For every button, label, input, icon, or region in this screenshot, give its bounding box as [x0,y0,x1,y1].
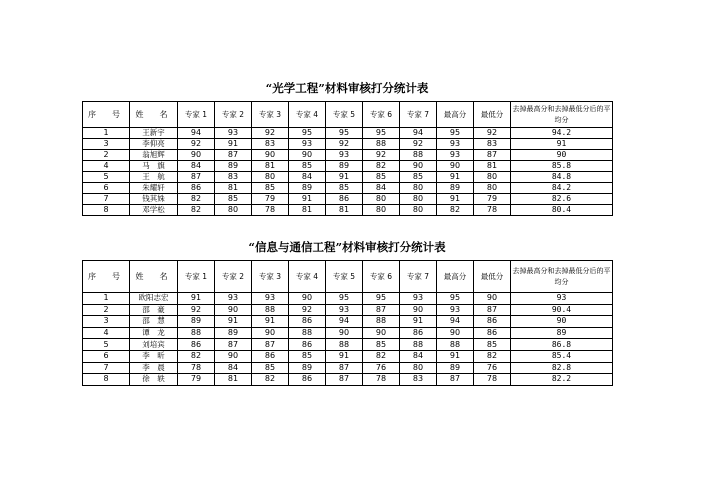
score-cell: 86 [326,194,363,205]
score-cell: 85 [289,350,326,362]
score-cell: 86 [178,183,215,194]
score-cell: 93 [252,293,289,305]
score-cell: 92 [252,128,289,139]
score-cell: 90 [474,293,511,305]
score-cell: 87 [178,172,215,183]
score-cell: 91 [178,293,215,305]
score-cell: 85 [215,194,252,205]
score-cell: 87 [474,150,511,161]
score-cell: 95 [363,293,400,305]
score-cell: 89 [326,161,363,172]
expert1-header: 专家 1 [178,261,215,293]
score-cell: 92 [363,150,400,161]
name-cell: 刘培宾 [130,339,178,351]
table-body [83,128,613,216]
table-row [83,362,613,374]
name-cell: 马 旗 [130,161,178,172]
expert7-header: 专家 7 [400,102,437,128]
score-cell: 94 [178,128,215,139]
expert6-header: 专家 6 [363,261,400,293]
seq-cell: 1 [83,128,130,139]
name-cell: 邵 慧 [130,316,178,328]
score-cell: 89 [289,183,326,194]
score-cell: 86 [178,339,215,351]
score-cell: 80 [474,172,511,183]
score-cell: 79 [252,194,289,205]
score-cell: 92 [474,128,511,139]
score-cell: 78 [474,374,511,386]
average-cell: 93 [511,293,613,305]
score-cell: 85 [326,183,363,194]
score-cell: 88 [400,339,437,351]
table-row [83,374,613,386]
score-cell: 86 [289,339,326,351]
seq-cell: 1 [83,293,130,305]
score-cell: 89 [178,316,215,328]
expert4-header: 专家 4 [289,102,326,128]
score-cell: 85 [252,362,289,374]
name-header: 姓 名 [130,102,178,128]
score-cell: 87 [437,374,474,386]
score-cell: 93 [215,293,252,305]
score-cell: 85 [363,172,400,183]
seq-cell: 4 [83,161,130,172]
score-cell: 91 [326,172,363,183]
name-cell: 朱耀轩 [130,183,178,194]
expert5-header: 专家 5 [326,261,363,293]
score-cell: 80 [400,194,437,205]
score-cell: 78 [363,374,400,386]
score-cell: 86 [474,316,511,328]
score-cell: 80 [215,205,252,216]
score-cell: 87 [215,150,252,161]
score-cell: 88 [252,304,289,316]
score-cell: 90 [215,304,252,316]
score-cell: 84 [215,362,252,374]
average-cell: 90.4 [511,304,613,316]
score-cell: 93 [326,304,363,316]
score-cell: 82 [178,194,215,205]
seq-cell: 2 [83,150,130,161]
expert7-header: 专家 7 [400,261,437,293]
score-cell: 95 [437,128,474,139]
score-cell: 95 [326,293,363,305]
score-cell: 86 [474,327,511,339]
score-cell: 76 [363,362,400,374]
seq-cell: 3 [83,139,130,150]
name-cell: 邓学松 [130,205,178,216]
score-cell: 80 [363,205,400,216]
average-cell: 80.4 [511,205,613,216]
table-row [83,128,613,139]
score-cell: 82 [363,350,400,362]
score-cell: 82 [363,161,400,172]
table-row [83,339,613,351]
average-cell: 82.8 [511,362,613,374]
score-cell: 82 [178,350,215,362]
name-cell: 翁旭辉 [130,150,178,161]
score-cell: 95 [363,128,400,139]
score-cell: 80 [252,172,289,183]
name-cell: 李仰亮 [130,139,178,150]
score-cell: 95 [326,128,363,139]
score-cell: 90 [437,161,474,172]
score-cell: 81 [289,205,326,216]
name-cell: 王 航 [130,172,178,183]
average-cell: 84.8 [511,172,613,183]
seq-header: 序 号 [83,261,130,293]
score-cell: 86 [400,327,437,339]
score-cell: 78 [178,362,215,374]
name-cell: 徐 轶 [130,374,178,386]
score-cell: 89 [437,183,474,194]
seq-cell: 8 [83,205,130,216]
score-cell: 90 [252,150,289,161]
score-cell: 85 [363,339,400,351]
score-cell: 91 [215,139,252,150]
score-cell: 94 [326,316,363,328]
name-cell: 李 晨 [130,362,178,374]
score-cell: 85 [289,161,326,172]
average-cell: 82.6 [511,194,613,205]
expert3-header: 专家 3 [252,102,289,128]
score-cell: 90 [252,327,289,339]
score-cell: 93 [326,150,363,161]
average-cell: 82.2 [511,374,613,386]
score-cell: 91 [326,350,363,362]
expert2-header: 专家 2 [215,102,252,128]
max-score-header: 最高分 [437,102,474,128]
name-cell: 欧阳志宏 [130,293,178,305]
score-cell: 87 [326,374,363,386]
score-cell: 88 [363,139,400,150]
score-cell: 90 [215,350,252,362]
score-cell: 90 [289,150,326,161]
expert6-header: 专家 6 [363,102,400,128]
min-score-header: 最低分 [474,261,511,293]
table-row [83,327,613,339]
score-cell: 84 [289,172,326,183]
average-cell: 90 [511,150,613,161]
table-row [83,183,613,194]
table-row [83,172,613,183]
seq-header: 序 号 [83,102,130,128]
score-cell: 90 [400,161,437,172]
score-cell: 91 [252,316,289,328]
table-row [83,161,613,172]
score-cell: 93 [289,139,326,150]
score-cell: 87 [474,304,511,316]
score-cell: 88 [400,150,437,161]
table-row [83,205,613,216]
average-cell: 84.2 [511,183,613,194]
score-cell: 94 [400,128,437,139]
score-cell: 88 [289,327,326,339]
seq-cell: 6 [83,350,130,362]
seq-cell: 2 [83,304,130,316]
score-cell: 82 [474,350,511,362]
average-cell: 85.8 [511,161,613,172]
score-cell: 85 [252,183,289,194]
score-cell: 86 [252,350,289,362]
table-header-row [83,102,613,128]
score-cell: 91 [437,172,474,183]
score-cell: 92 [178,139,215,150]
score-cell: 81 [215,374,252,386]
score-cell: 81 [474,161,511,172]
score-cell: 87 [326,362,363,374]
expert1-header: 专家 1 [178,102,215,128]
score-cell: 80 [363,194,400,205]
average-cell: 91 [511,139,613,150]
score-cell: 95 [437,293,474,305]
average-cell: 85.4 [511,350,613,362]
table-row [83,139,613,150]
name-cell: 邵 豪 [130,304,178,316]
score-cell: 90 [437,327,474,339]
score-cell: 83 [474,139,511,150]
score-cell: 83 [252,139,289,150]
score-cell: 78 [252,205,289,216]
score-cell: 89 [437,362,474,374]
table-body [83,293,613,386]
score-cell: 88 [437,339,474,351]
score-cell: 92 [326,139,363,150]
seq-cell: 5 [83,339,130,351]
score-cell: 90 [289,293,326,305]
table-row [83,293,613,305]
score-cell: 87 [252,339,289,351]
score-cell: 82 [178,205,215,216]
average-cell: 94.2 [511,128,613,139]
score-cell: 93 [215,128,252,139]
score-cell: 82 [437,205,474,216]
table1-title: “光学工程”材料审核打分统计表 [265,81,429,95]
score-cell: 84 [363,183,400,194]
score-cell: 79 [474,194,511,205]
seq-cell: 5 [83,172,130,183]
score-cell: 90 [178,150,215,161]
score-cell: 93 [437,150,474,161]
score-cell: 81 [326,205,363,216]
expert5-header: 专家 5 [326,102,363,128]
score-cell: 93 [437,139,474,150]
expert4-header: 专家 4 [289,261,326,293]
seq-cell: 7 [83,362,130,374]
score-cell: 90 [363,327,400,339]
score-cell: 80 [474,183,511,194]
score-cell: 89 [215,327,252,339]
score-cell: 95 [289,128,326,139]
seq-cell: 7 [83,194,130,205]
average-cell: 90 [511,316,613,328]
seq-cell: 6 [83,183,130,194]
max-score-header: 最高分 [437,261,474,293]
score-cell: 94 [437,316,474,328]
score-cell: 91 [289,194,326,205]
score-cell: 78 [474,205,511,216]
score-cell: 76 [474,362,511,374]
score-cell: 93 [437,304,474,316]
score-cell: 90 [400,304,437,316]
average-cell: 89 [511,327,613,339]
score-cell: 86 [289,374,326,386]
score-cell: 86 [289,316,326,328]
table-row [83,350,613,362]
name-cell: 谭 龙 [130,327,178,339]
score-cell: 80 [400,362,437,374]
score-cell: 91 [437,194,474,205]
score-cell: 90 [326,327,363,339]
score-cell: 79 [178,374,215,386]
score-cell: 92 [178,304,215,316]
name-cell: 钱其姝 [130,194,178,205]
score-cell: 93 [400,293,437,305]
score-cell: 85 [400,172,437,183]
score-cell: 88 [178,327,215,339]
score-cell: 92 [400,139,437,150]
score-cell: 92 [289,304,326,316]
table-row [83,150,613,161]
score-cell: 81 [252,161,289,172]
trimmed-average-header: 去掉最高分和去掉最低分后的平均分 [511,261,613,293]
score-cell: 87 [215,339,252,351]
table2-title: “信息与通信工程”材料审核打分统计表 [248,240,446,254]
optical-engineering-score-table [82,101,613,216]
score-cell: 85 [474,339,511,351]
score-cell: 91 [400,316,437,328]
score-cell: 91 [215,316,252,328]
score-cell: 82 [252,374,289,386]
table-row [83,304,613,316]
name-cell: 王新宇 [130,128,178,139]
table-row [83,316,613,328]
name-cell: 李 昕 [130,350,178,362]
score-cell: 84 [400,350,437,362]
trimmed-average-header: 去掉最高分和去掉最低分后的平均分 [511,102,613,128]
score-cell: 89 [289,362,326,374]
min-score-header: 最低分 [474,102,511,128]
table-row [83,194,613,205]
score-cell: 88 [326,339,363,351]
table-header-row [83,261,613,293]
seq-cell: 8 [83,374,130,386]
expert3-header: 专家 3 [252,261,289,293]
score-cell: 89 [215,161,252,172]
score-cell: 83 [215,172,252,183]
average-cell: 86.8 [511,339,613,351]
score-cell: 88 [363,316,400,328]
name-header: 姓 名 [130,261,178,293]
score-cell: 81 [215,183,252,194]
expert2-header: 专家 2 [215,261,252,293]
score-cell: 80 [400,183,437,194]
information-communication-score-table [82,260,613,386]
seq-cell: 3 [83,316,130,328]
seq-cell: 4 [83,327,130,339]
score-cell: 80 [400,205,437,216]
score-cell: 91 [437,350,474,362]
score-cell: 84 [178,161,215,172]
score-cell: 87 [363,304,400,316]
score-cell: 83 [400,374,437,386]
